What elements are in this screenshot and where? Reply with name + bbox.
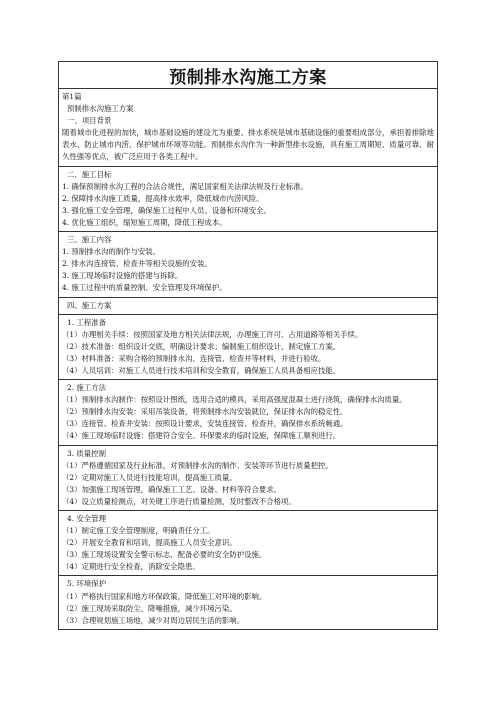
subsection-heading-safety: 4. 安全管理: [67, 514, 106, 523]
method-section: [59, 380, 437, 445]
content-item: 1. 预制排水沟的制作与安装。: [62, 247, 161, 257]
safety-item: （2）开展安全教育和培训，提高施工人员安全意识。: [62, 538, 237, 548]
subsection-heading-environment: 5. 环境保护: [67, 579, 106, 589]
goal-item: 2. 保障排水沟施工质量，提高排水效率，降低城市内涝风险。: [62, 193, 264, 203]
method-item: （3）连接管、检查井安装：按照设计要求，安装连接管、检查井，确保排水系统畅通。: [62, 419, 348, 429]
section-heading-background: 一、项目背景: [67, 116, 112, 126]
environment-section: [59, 576, 437, 628]
safety-section: [59, 511, 437, 576]
subsection-heading-method: 2. 施工方法: [67, 383, 106, 393]
document-title: 预制排水沟施工方案: [169, 67, 327, 88]
safety-item: （3）施工现场设置安全警示标志，配备必要的安全防护设施。: [62, 550, 267, 560]
quality-item: （2）定期对施工人员进行技能培训，提高施工质量。: [62, 472, 237, 482]
goal-item: 3. 强化施工安全管理，确保施工过程中人员、设备和环境安全。: [62, 205, 271, 215]
goals-section: [59, 167, 437, 232]
section-heading-plan: 四、施工方案: [67, 300, 112, 310]
prep-item: （1）办理相关手续：按照国家及地方相关法律法规，办理施工许可、占用道路等相关手续。: [62, 329, 363, 339]
background-paragraph: 随着城市化进程的加快，城市基础设施的建设尤为重要。排水系统是城市基础设施的重要组成部分，承担着排除地表水、防止城市内涝、保护城市环境等功能。预制排水沟作为一种新型排水设施，具有施工周期短、质量可靠、耐久性强等优点，被广泛应用于各类工程中。: [62, 128, 434, 162]
content-item: 2. 排水沟连接管、检查井等相关设施的安装。: [62, 259, 212, 269]
safety-item: （4）定期进行安全检查，消除安全隐患。: [62, 562, 200, 572]
goal-item: 4. 优化施工组织，缩短施工周期，降低工程成本。: [62, 217, 227, 227]
content-section: [59, 232, 437, 297]
part-label: 第1篇: [62, 92, 82, 101]
quality-item: （4）设立质量检测点，对关键工序进行质量检测，及时整改不合格项。: [62, 496, 296, 506]
document-table: [58, 61, 438, 630]
content-item: 3. 施工现场临时设施的搭建与拆除。: [62, 271, 183, 281]
prep-item: （3）材料准备：采购合格的预制排水沟、连接管、检查井等材料，并进行验收。: [62, 353, 326, 363]
section-heading-content: 三、施工内容: [67, 235, 112, 245]
title-row: [59, 62, 437, 89]
method-item: （1）预制排水沟制作：按照设计图纸，选用合适的模具，采用高强度混凝土进行浇筑，确保排水沟质量。: [62, 395, 407, 405]
environment-item: （2）施工现场采取防尘、降噪措施，减少环境污染。: [62, 603, 237, 613]
environment-item: （1）严格执行国家和地方环保政策，降低施工对环境的影响。: [62, 591, 267, 601]
quality-section: [59, 446, 437, 511]
quality-item: （1）严格遵循国家及行业标准，对预制排水沟的制作、安装等环节进行质量把控。: [62, 460, 333, 470]
prep-item: （4）人员培训：对施工人员进行技术培训和安全教育，确保施工人员具备相应技能。: [62, 365, 341, 375]
subsection-heading-quality: 3. 质量控制: [67, 448, 106, 458]
goal-item: 1. 确保预制排水沟工程的合法合规性，满足国家相关法律法规及行业标准。: [62, 181, 308, 191]
subsection-heading-prep: 1. 工程准备: [67, 317, 106, 327]
section-heading-goals: 二、施工目标: [67, 169, 112, 179]
safety-item: （1）制定施工安全管理制度，明确责任分工。: [62, 526, 215, 536]
prep-section: [59, 315, 437, 380]
method-item: （4）施工现场临时设施：搭建符合安全、环保要求的临时设施，保障施工顺利进行。: [62, 431, 341, 441]
plan-heading-row: [59, 298, 437, 315]
subtitle: 预制排水沟施工方案: [67, 104, 134, 114]
method-item: （2）预制排水沟安装：采用吊装设备，将预制排水沟安装就位，保证排水沟的稳定性。: [62, 407, 348, 417]
intro-section: [59, 89, 437, 167]
prep-item: （2）技术准备：组织设计交底，明确设计要求；编制施工组织设计，制定施工方案。: [62, 341, 341, 351]
content-item: 4. 施工过程中的质量控制、安全管理及环境保护。: [62, 283, 227, 293]
quality-item: （3）加强施工现场管理，确保施工工艺、设备、材料等符合要求。: [62, 484, 282, 494]
environment-item: （3）合理规划施工场地，减少对周边居民生活的影响。: [62, 615, 245, 625]
